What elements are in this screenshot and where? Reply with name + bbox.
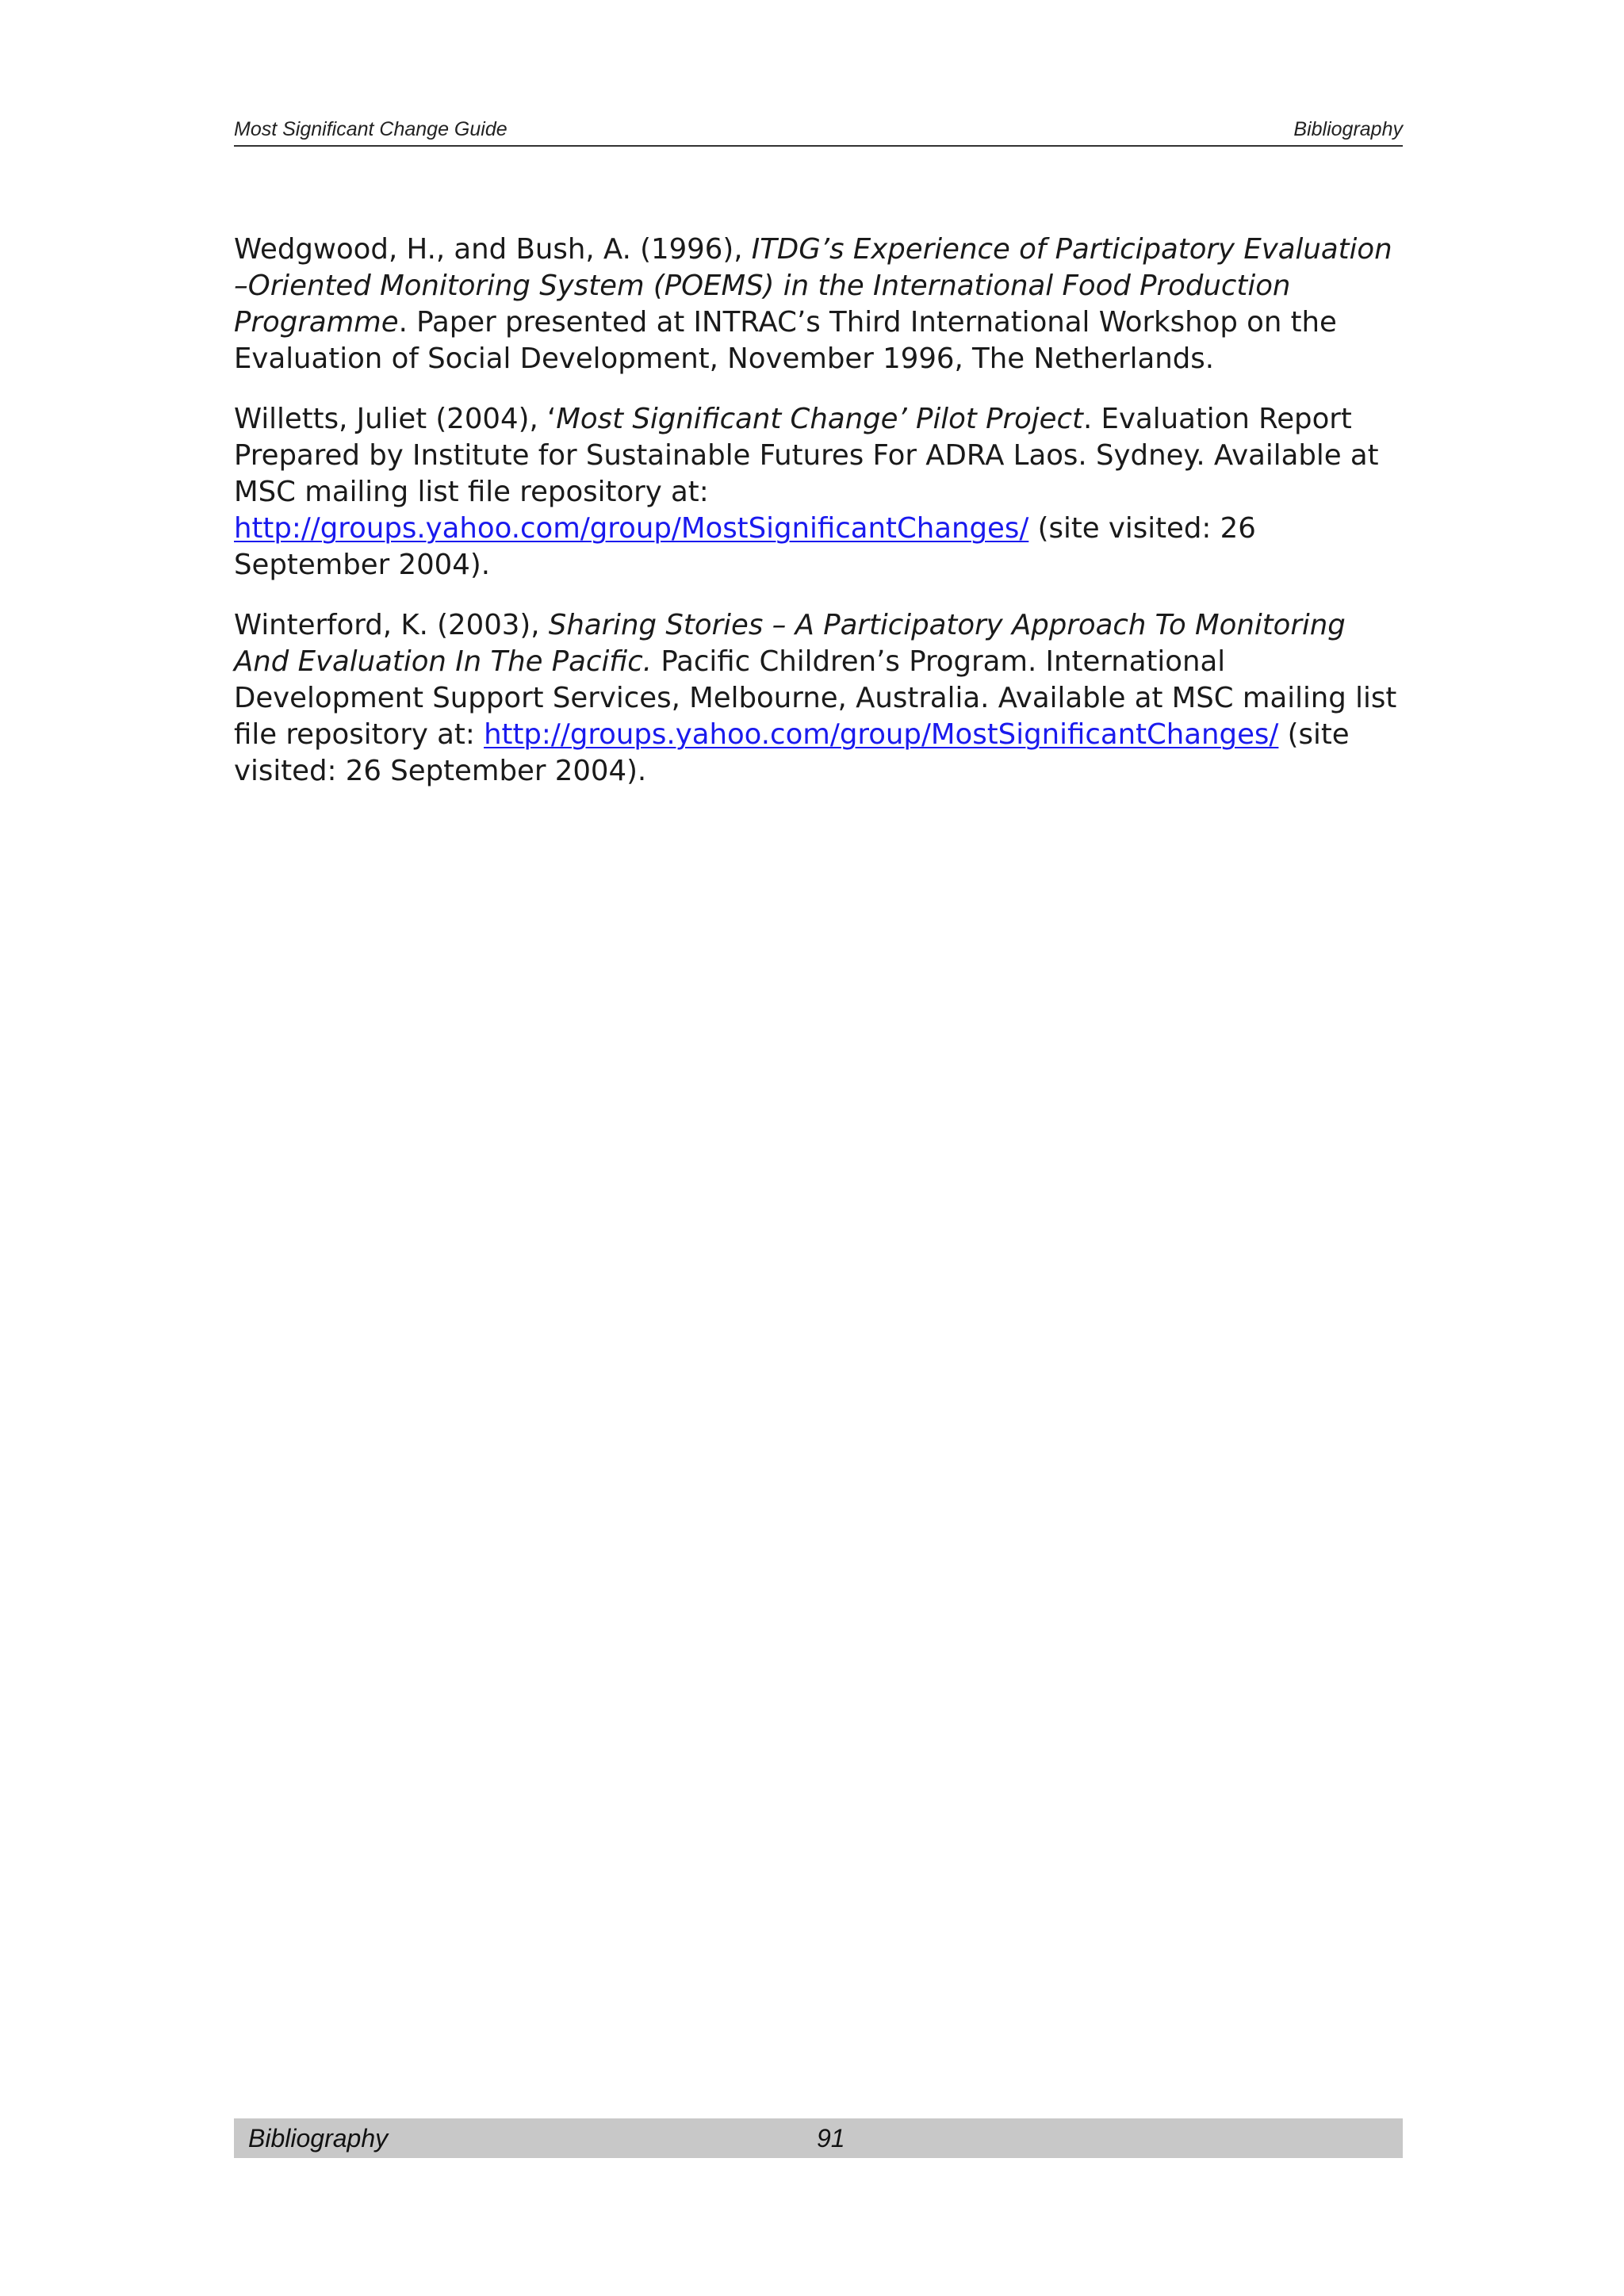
entry-visited: (site visited: 26 September 2004). <box>234 718 1350 787</box>
entry-authors: Wedgwood, H., and Bush, A. (1996), <box>234 233 752 266</box>
entry-title: Most Significant Change’ Pilot Project <box>556 403 1083 435</box>
entry-details: Pacific Children’s Program. International Development Support Services, Melbourne, Australia. Available at MSC mailing list file repository at: <box>234 645 1397 751</box>
repository-link[interactable]: http://groups.yahoo.com/group/MostSignificantChanges/ <box>484 718 1279 751</box>
bibliography-entry-wedgwood <box>234 232 1408 377</box>
footer-section-title: Bibliography <box>248 2124 389 2152</box>
entry-visited: (site visited: 26 September 2004). <box>234 512 1256 581</box>
bibliography-list <box>234 232 1408 813</box>
header-section-title: Bibliography <box>1293 118 1403 140</box>
entry-details: . Evaluation Report Prepared by Institute for Sustainable Futures For ADRA Laos. Sydney. Available at MSC mailing list file repository at: <box>234 403 1379 508</box>
entry-authors: Willetts, Juliet (2004), ‘ <box>234 403 557 435</box>
entry-authors: Winterford, K. (2003), <box>234 609 549 641</box>
page-number: 91 <box>817 2124 845 2152</box>
running-header <box>234 115 1403 147</box>
bibliography-entry-winterford <box>234 607 1408 790</box>
entry-title: ITDG’s Experience of Participatory Evaluation –Oriented Monitoring System (POEMS) in the International Food Production Programme <box>234 233 1392 339</box>
bibliography-entry-willetts <box>234 401 1408 584</box>
page-footer <box>234 2118 1403 2158</box>
repository-link[interactable]: http://groups.yahoo.com/group/MostSignificantChanges/ <box>234 512 1029 545</box>
header-document-title: Most Significant Change Guide <box>234 118 508 140</box>
entry-title: Sharing Stories – A Participatory Approach To Monitoring And Evaluation In The Pacific. <box>234 609 1346 678</box>
entry-details: . Paper presented at INTRAC’s Third International Workshop on the Evaluation of Social Development, November 1996, The Netherlands. <box>234 306 1337 375</box>
